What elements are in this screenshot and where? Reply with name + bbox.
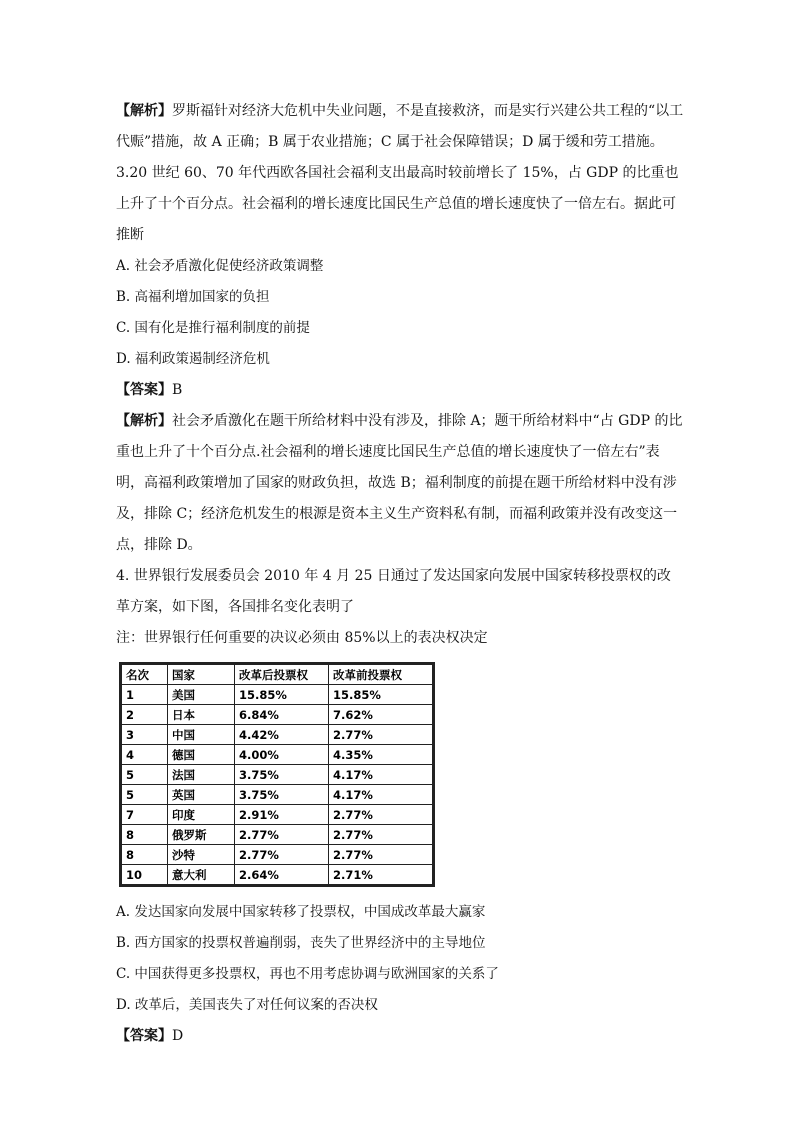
table-row: [122, 785, 433, 805]
cell-before: 4.35%: [329, 745, 433, 765]
cell-rank: 10: [122, 865, 168, 885]
cell-before: 2.77%: [329, 845, 433, 865]
q4-option-b: B. 西方国家的投票权普遍削弱，丧失了世界经济中的主导地位: [116, 935, 486, 951]
table-header-row: [122, 665, 433, 685]
q3-explanation: [116, 406, 684, 561]
explanation-tag: 【解析】: [116, 103, 172, 119]
table-row: [122, 805, 433, 825]
cell-before: 4.17%: [329, 785, 433, 805]
q3-option-b: B. 高福利增加国家的负担: [116, 289, 270, 305]
cell-country: 德国: [168, 745, 235, 765]
cell-country: 沙特: [168, 845, 235, 865]
document-page: [116, 96, 684, 1052]
question-3-stem: 3.20 世纪 60、70 年代西欧各国社会福利支出最高时较前增长了 15%，占 GDP 的比重也上升了十个百分点。社会福利的增长速度比国民生产总值的增长速度快了一倍左右。据此可推断: [116, 165, 679, 243]
vote-table-frame: [119, 662, 435, 887]
table-row: [122, 705, 433, 725]
q4-answer: [116, 1021, 684, 1052]
cell-before: 2.77%: [329, 725, 433, 745]
q3-option-c: C. 国有化是推行福利制度的前提: [116, 320, 310, 336]
cell-before: 4.17%: [329, 765, 433, 785]
answer-value: B: [172, 382, 183, 398]
cell-before: 2.77%: [329, 825, 433, 845]
cell-after: 6.84%: [235, 705, 329, 725]
table-row: [122, 685, 433, 705]
answer-tag: 【答案】: [116, 382, 172, 398]
cell-country: 俄罗斯: [168, 825, 235, 845]
cell-country: 英国: [168, 785, 235, 805]
cell-after: 2.91%: [235, 805, 329, 825]
table-row: [122, 765, 433, 785]
cell-before: 15.85%: [329, 685, 433, 705]
cell-rank: 1: [122, 685, 168, 705]
vote-table-figure: [119, 662, 684, 891]
cell-rank: 3: [122, 725, 168, 745]
q3-option-a: A. 社会矛盾激化促使经济政策调整: [116, 258, 324, 274]
cell-before: 2.71%: [329, 865, 433, 885]
cell-country: 日本: [168, 705, 235, 725]
q4-option-a: A. 发达国家向发展中国家转移了投票权，中国成改革最大赢家: [116, 904, 486, 920]
prev-explanation: [116, 96, 684, 158]
cell-rank: 8: [122, 825, 168, 845]
cell-rank: 4: [122, 745, 168, 765]
q4-option-c: C. 中国获得更多投票权，再也不用考虑协调与欧洲国家的关系了: [116, 966, 499, 982]
answer-tag: 【答案】: [116, 1028, 172, 1044]
question-4-stem: 4. 世界银行发展委员会 2010 年 4 月 25 日通过了发达国家向发展中国家转移投票权的改革方案，如下图，各国排名变化表明了: [116, 568, 671, 615]
cell-rank: 2: [122, 705, 168, 725]
cell-country: 意大利: [168, 865, 235, 885]
table-row: [122, 865, 433, 885]
answer-value: D: [172, 1028, 184, 1044]
cell-rank: 7: [122, 805, 168, 825]
q4-option-d: D. 改革后，美国丧失了对任何议案的否决权: [116, 997, 378, 1013]
table-row: [122, 725, 433, 745]
cell-after: 2.77%: [235, 845, 329, 865]
explanation-text: 罗斯福针对经济大危机中失业问题，不是直接救济，而是实行兴建公共工程的“以工代赈”措施，故 A 正确；B 属于农业措施；C 属于社会保障错误；D 属于缓和劳工措施。: [116, 103, 684, 150]
cell-before: 7.62%: [329, 705, 433, 725]
cell-country: 美国: [168, 685, 235, 705]
q3-answer: [116, 375, 684, 406]
table-row: [122, 825, 433, 845]
cell-country: 中国: [168, 725, 235, 745]
cell-rank: 8: [122, 845, 168, 865]
explanation-text: 社会矛盾激化在题干所给材料中没有涉及，排除 A；题干所给材料中“占 GDP 的比重也上升了十个百分点.社会福利的增长速度比国民生产总值的增长速度快了一倍左右”表明，高福利政策增加了国家的财政负担，故选 B；福利制度的前提在题干所给材料中没有涉及，排除 C；经济危机发生的根源是资本主义生产资料私有制，而福利政策并没有改变这一点，排除 D。: [116, 413, 683, 553]
cell-before: 2.77%: [329, 805, 433, 825]
cell-after: 4.00%: [235, 745, 329, 765]
cell-rank: 5: [122, 785, 168, 805]
header-before: 改革前投票权: [329, 665, 433, 685]
cell-country: 印度: [168, 805, 235, 825]
header-rank: 名次: [122, 665, 168, 685]
q3-option-d: D. 福利政策遏制经济危机: [116, 351, 270, 367]
q4-note: 注：世界银行任何重要的决议必须由 85%以上的表决权决定: [116, 630, 488, 646]
cell-rank: 5: [122, 765, 168, 785]
cell-after: 3.75%: [235, 785, 329, 805]
cell-after: 3.75%: [235, 765, 329, 785]
header-after: 改革后投票权: [235, 665, 329, 685]
vote-table: [121, 664, 433, 885]
cell-after: 4.42%: [235, 725, 329, 745]
cell-after: 2.64%: [235, 865, 329, 885]
cell-after: 15.85%: [235, 685, 329, 705]
table-row: [122, 745, 433, 765]
cell-country: 法国: [168, 765, 235, 785]
header-country: 国家: [168, 665, 235, 685]
table-row: [122, 845, 433, 865]
explanation-tag: 【解析】: [116, 413, 172, 429]
cell-after: 2.77%: [235, 825, 329, 845]
